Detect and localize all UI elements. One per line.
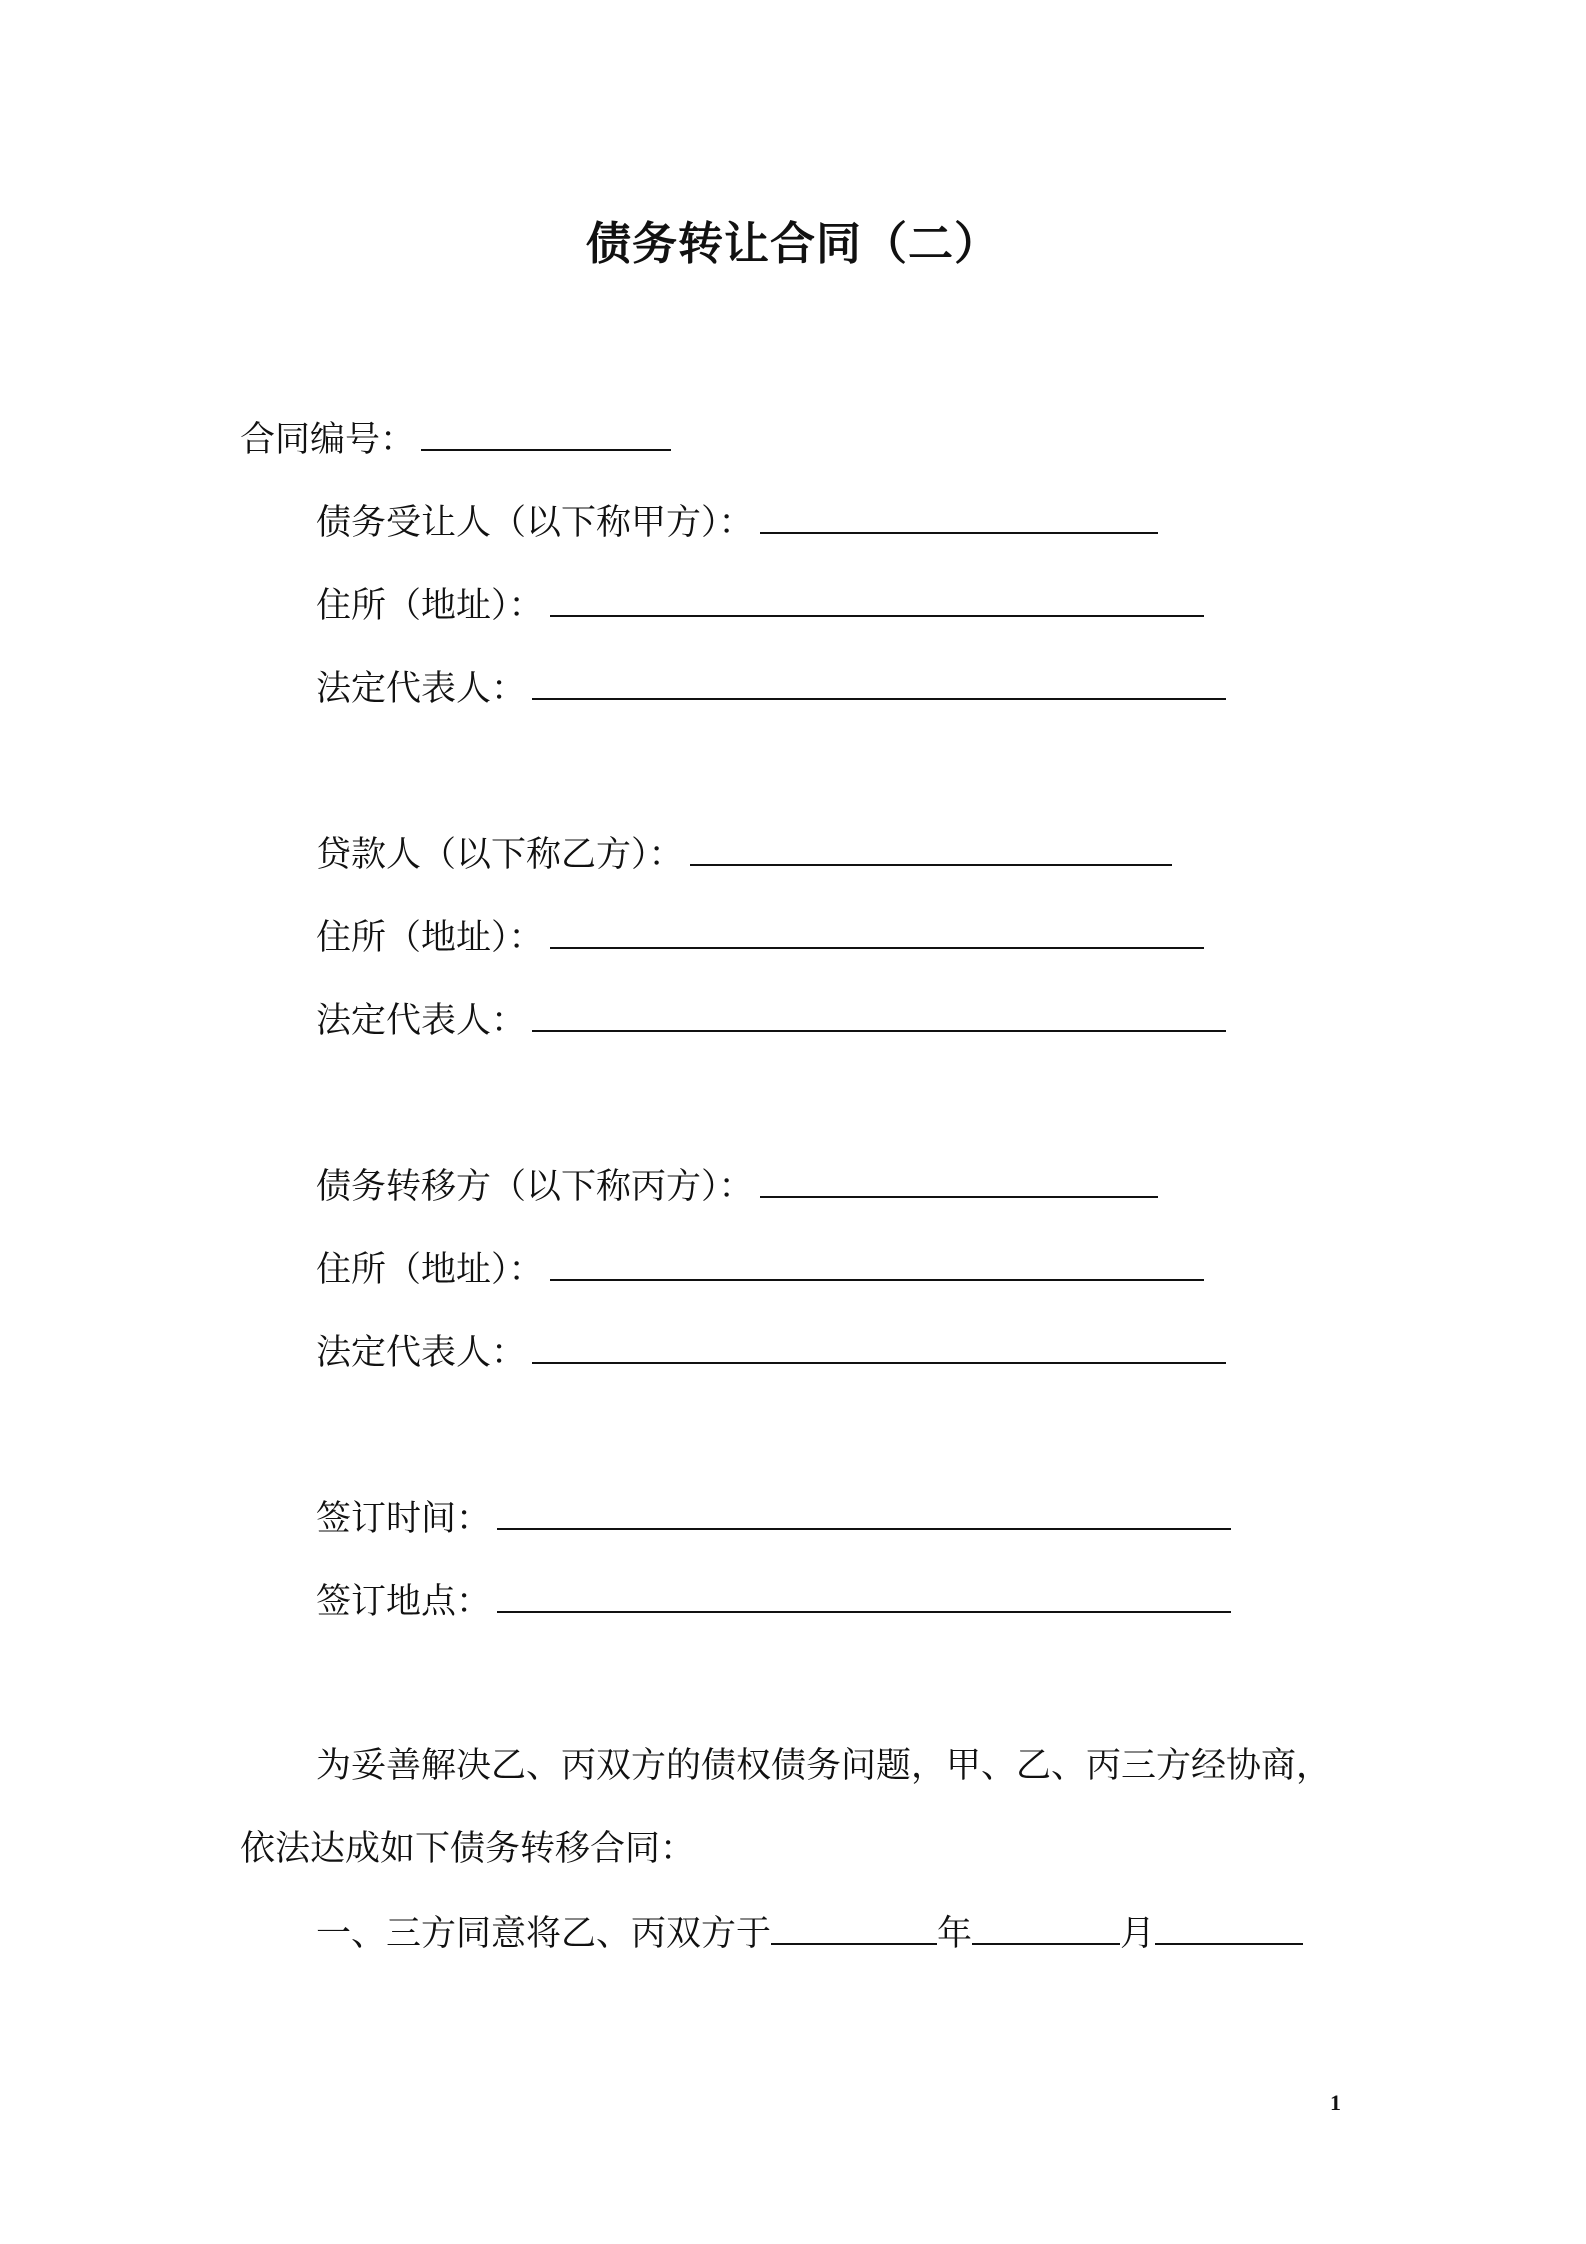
clause-1-month-label: 月: [1120, 1914, 1156, 1954]
clause-1-line: [316, 1909, 1303, 1957]
contract-number-label: 合同编号：: [240, 420, 416, 460]
party-c-name-label: 债务转移方（以下称丙方）：: [316, 1167, 754, 1207]
clause-1-day-blank: [1155, 1909, 1303, 1945]
document-title: 债务转让合同（二）: [585, 217, 1000, 270]
clause-1-prefix: 一、三方同意将乙、丙双方于: [316, 1914, 772, 1954]
party-b-representative-blank: [532, 996, 1226, 1032]
page-number: 1: [1330, 2090, 1341, 2115]
party-c-name-line: [316, 1162, 1158, 1210]
party-a-name-label: 债务受让人（以下称甲方）：: [316, 503, 754, 543]
clause-1-year-blank: [771, 1909, 937, 1945]
party-b-name-label: 贷款人（以下称乙方）：: [316, 835, 684, 875]
intro-paragraph-line-1: 为妥善解决乙、丙双方的债权债务问题，甲、乙、丙三方经协商，: [316, 1746, 1332, 1786]
signing-time-line: [316, 1494, 1231, 1542]
signing-place-label: 签订地点：: [316, 1582, 492, 1622]
party-c-address-line: [316, 1245, 1204, 1293]
signing-place-blank: [497, 1577, 1231, 1613]
party-a-address-line: [316, 581, 1204, 629]
party-c-address-label: 住所（地址）：: [316, 1250, 544, 1290]
clause-1-year-label: 年: [937, 1914, 973, 1954]
party-c-name-blank: [760, 1162, 1158, 1198]
contract-number-line: [240, 415, 671, 463]
party-c-representative-label: 法定代表人：: [316, 1333, 527, 1373]
party-c-address-blank: [550, 1245, 1204, 1281]
intro-paragraph-line-2: 依法达成如下债务转移合同：: [240, 1829, 696, 1869]
party-c-representative-line: [316, 1328, 1226, 1376]
party-a-address-label: 住所（地址）：: [316, 586, 544, 626]
party-c-representative-blank: [532, 1328, 1226, 1364]
party-b-address-blank: [550, 913, 1204, 949]
party-a-name-blank: [760, 498, 1158, 534]
party-a-name-line: [316, 498, 1158, 546]
party-b-address-label: 住所（地址）：: [316, 918, 544, 958]
party-a-address-blank: [550, 581, 1204, 617]
party-b-representative-label: 法定代表人：: [316, 1001, 527, 1041]
party-b-address-line: [316, 913, 1204, 961]
signing-time-blank: [497, 1494, 1231, 1530]
party-a-representative-label: 法定代表人：: [316, 669, 527, 709]
party-a-representative-blank: [532, 664, 1226, 700]
party-b-name-blank: [690, 830, 1172, 866]
signing-place-line: [316, 1577, 1231, 1625]
signing-time-label: 签订时间：: [316, 1499, 492, 1539]
party-a-representative-line: [316, 664, 1226, 712]
clause-1-month-blank: [972, 1909, 1120, 1945]
party-b-representative-line: [316, 996, 1226, 1044]
contract-number-blank: [421, 415, 671, 451]
party-b-name-line: [316, 830, 1172, 878]
